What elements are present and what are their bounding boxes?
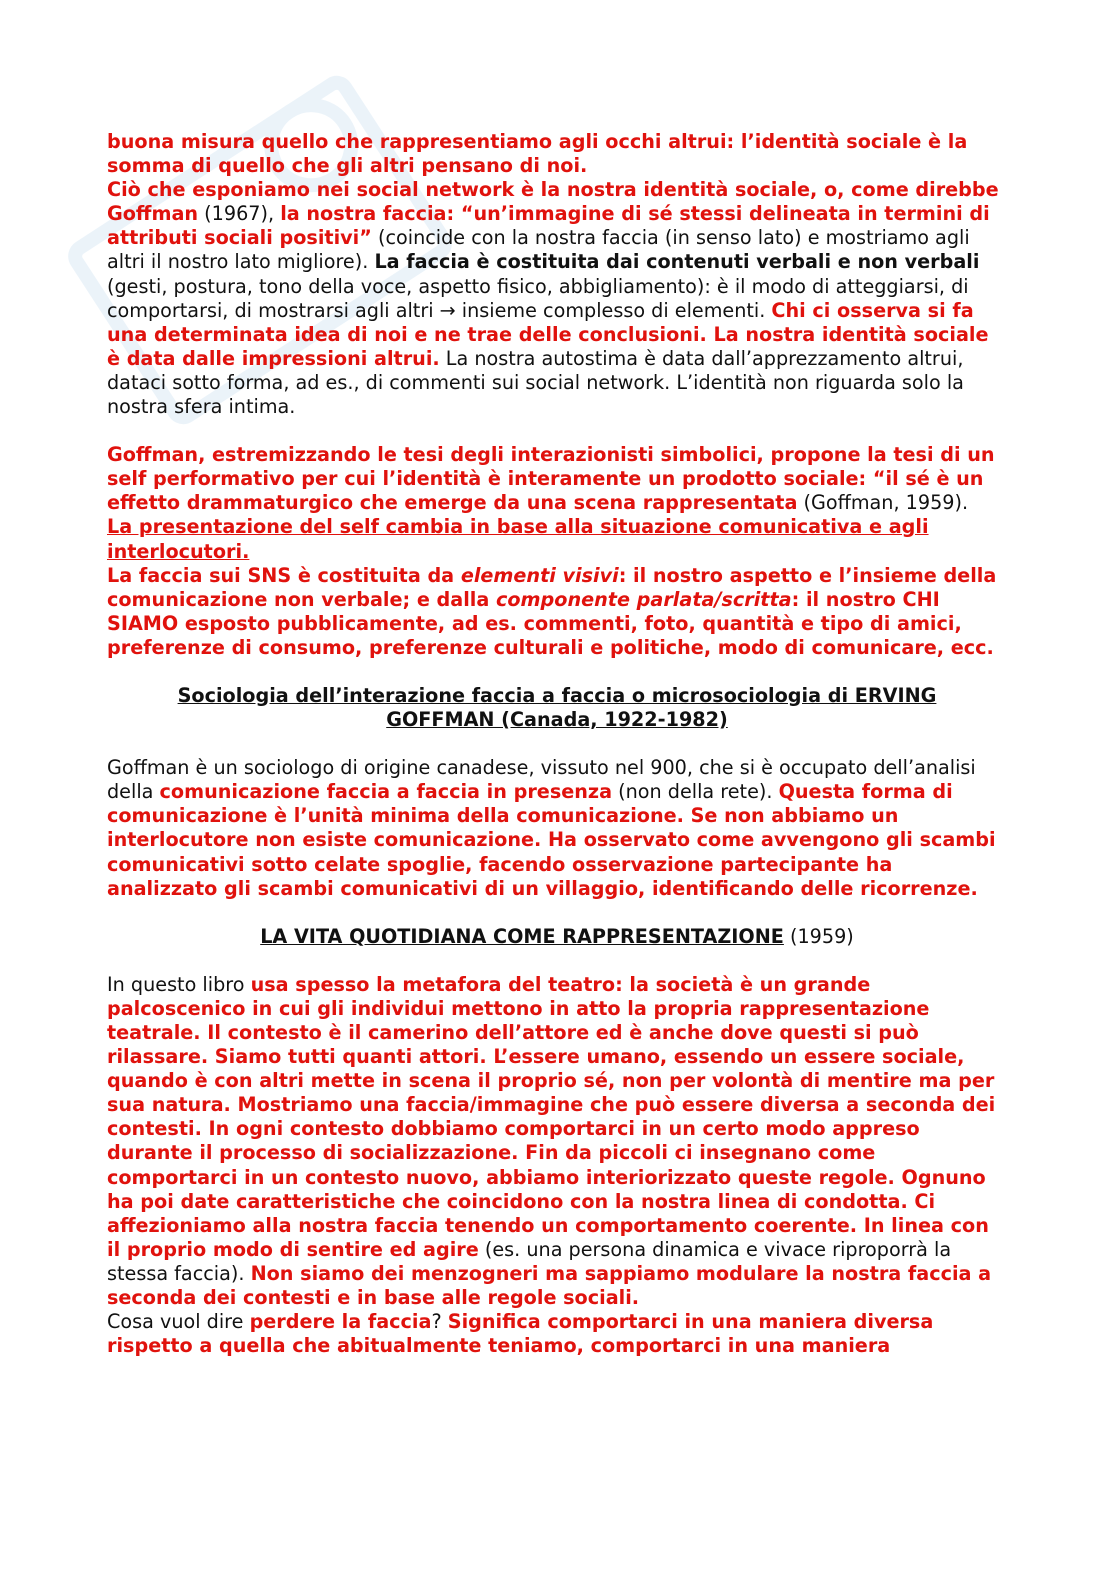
p3-segment: Goffman, estremizzando le tesi degli interazionisti simbolici, propone la tesi di un self performativo per cui l’identità è interamente un prodotto sociale: “il sé è un effetto drammaturgico che emerge da una scena rappresentata [107, 443, 995, 515]
p7-segment: usa spesso la metafora del teatro: la società è un grande palcoscenico in cui gli individui mettono in atto la propria rappresentazione teatrale. Il contesto è il camerino dell’attore ed è anche dove questi si può rilassare. Siamo tutti quanti attori. L’essere umano, essendo un essere sociale, quando è con altri mette in scena il proprio sé, non per volontà di mentire ma per sua natura. Mostriamo una faccia/immagine che può essere diversa a seconda dei contesti. In ogni contesto dobbiamo comportarci in un certo modo appreso durante il processo di socializzazione. Fin da piccoli ci insegnano come comportarci in un contesto nuovo, abbiamo interiorizzato queste regole. Ognuno ha poi date caratteristiche che coincidono con la nostra linea di condotta. Ci affezioniamo alla nostra faccia tenendo un comportamento coerente. In linea con il proprio modo di sentire ed agire [107, 972, 996, 1261]
p2-segment: La nostra autostima è data dall’apprezzamento altrui, dataci sotto forma, ad es., di commenti sui social network. L’identità non riguarda solo la nostra sfera intima. [107, 346, 964, 419]
section-heading-goffman: Sociologia dell’interazione faccia a faccia o microsociologia di ERVING GOFFMAN (Canada, 1922-1982) [177, 683, 937, 732]
p6-segment: Questa forma di comunicazione è l’unità minima della comunicazione. Se non abbiamo un interlocutore non esiste comunicazione. Ha osservato come avvengono gli scambi comunicativi sotto celate spoglie, facendo osservazione partecipante ha analizzato gli scambi comunicativi di un villaggio, identificando delle ricorrenze. [107, 780, 996, 900]
heading-title: LA VITA QUOTIDIANA COME RAPPRESENTAZIONE [260, 924, 784, 948]
p7-segment: In questo libro [107, 972, 251, 996]
heading-year: (1959) [783, 924, 854, 948]
p2-segment: Ciò che esponiamo nei social network è la nostra identità sociale, o, come direbbe Goffman [107, 178, 999, 226]
paragraph-5 [107, 564, 1007, 660]
p6-segment: comunicazione faccia a faccia in presenza [159, 780, 613, 804]
document-page [107, 130, 1007, 1358]
paragraph-1 [107, 130, 1007, 178]
p8-segment: ? [431, 1310, 448, 1334]
paragraph-4 [107, 515, 1007, 563]
p4-segment: La presentazione del self cambia in base alla situazione comunicativa e agli interlocutori. [107, 515, 929, 563]
p5-segment: La faccia sui SNS è costituita da [107, 563, 461, 587]
p2-segment: (1967), [198, 202, 281, 226]
p8-segment: perdere la faccia [249, 1310, 432, 1334]
p5-segment: : il nostro CHI SIAMO esposto pubblicamente, ad es. commenti, foto, quantità e tipo di amici, preferenze di consumo, preferenze culturali e politiche, modo di comunicare, ecc. [107, 587, 994, 659]
p5-segment: componente parlata/scritta [496, 587, 792, 611]
paragraph-2 [107, 178, 1007, 419]
p2-segment: (coincide con la nostra faccia (in senso lato) e mostriamo agli altri il nostro lato migliore). [107, 226, 970, 274]
p7-segment: (es. una persona dinamica e vivace riproporrà la stessa faccia). [107, 1237, 952, 1285]
section-heading-vita-quotidiana [107, 925, 1007, 949]
p3-segment: (Goffman, 1959). [797, 491, 969, 515]
p2-segment: Chi ci osserva si fa una determinata idea di noi e ne trae delle conclusioni. La nostra identità sociale è data dalle impressioni altrui. [107, 298, 989, 370]
paragraph-8 [107, 1310, 1007, 1358]
p5-segment: elementi visivi [460, 563, 619, 587]
p6-segment: (non della rete). [612, 780, 779, 804]
paragraph-7 [107, 973, 1007, 1310]
p2-segment: La faccia è costituita dai contenuti verbali e non verbali [374, 250, 980, 274]
p8-segment: Cosa vuol dire [107, 1310, 250, 1334]
p1-segment: buona misura quello che rappresentiamo agli occhi altrui: l’identità sociale è la somma di quello che gli altri pensano di noi. [107, 130, 968, 178]
p2-segment: la nostra faccia: “un’immagine di sé stessi delineata in termini di attributi sociali positivi” [107, 202, 990, 250]
p5-segment: : il nostro aspetto e l’insieme della comunicazione non verbale; e dalla [107, 563, 997, 611]
p6-segment: Goffman è un sociologo di origine canadese, vissuto nel 900, che si è occupato dell’analisi della [107, 756, 976, 804]
paragraph-6 [107, 756, 1007, 901]
paragraph-3 [107, 443, 1007, 515]
p8-segment: Significa comportarci in una maniera diversa rispetto a quella che abitualmente teniamo, comportarci in una maniera [107, 1310, 934, 1358]
p7-segment: Non siamo dei menzogneri ma sappiamo modulare la nostra faccia a seconda dei contesti e in base alle regole sociali. [107, 1261, 992, 1310]
p2-segment: (gesti, postura, tono della voce, aspetto fisico, abbigliamento): è il modo di atteggiarsi, di comportarsi, di mostrarsi agli altri → insieme complesso di elementi. [107, 274, 969, 322]
